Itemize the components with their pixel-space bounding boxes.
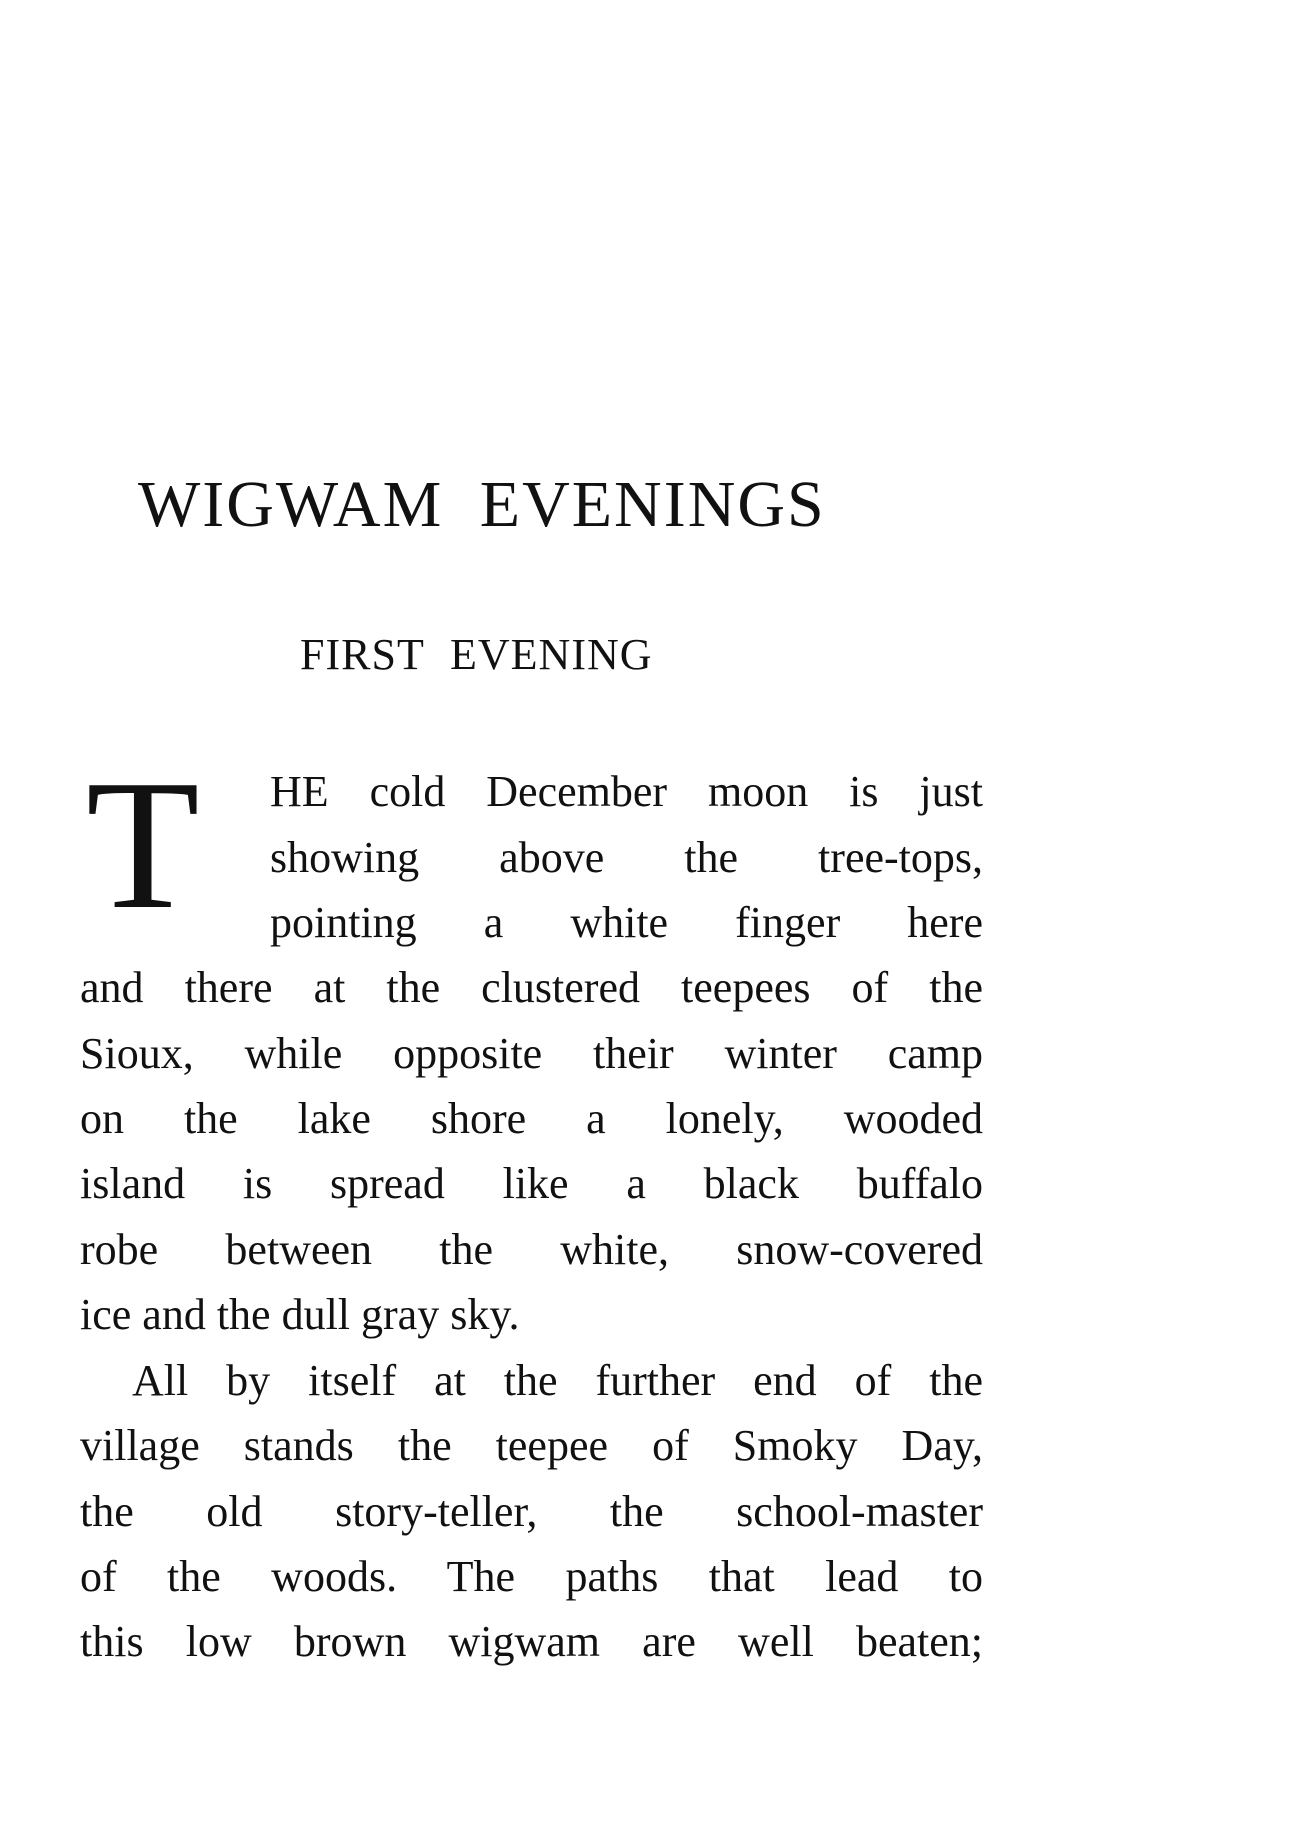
text-line: Sioux, while opposite their winter camp: [80, 1029, 983, 1078]
text-line: HE cold December moon is just: [270, 767, 983, 816]
drop-cap: T: [86, 742, 200, 948]
text-line: pointing a white finger here: [270, 898, 983, 947]
text-line: showing above the tree-tops,: [270, 833, 983, 882]
text-line: village stands the teepee of Smoky Day,: [80, 1421, 983, 1470]
text-line: island is spread like a black buffalo: [80, 1159, 983, 1208]
text-line: the old story-teller, the school-master: [80, 1487, 983, 1536]
chapter-title: FIRST EVENING: [300, 630, 653, 679]
book-title: WIGWAM EVENINGS: [138, 468, 826, 541]
text-line: robe between the white, snow-covered: [80, 1225, 983, 1274]
text-line: and there at the clustered teepees of the: [80, 963, 983, 1012]
text-line: All by itself at the further end of the: [132, 1356, 983, 1405]
text-line: of the woods. The paths that lead to: [80, 1552, 983, 1601]
text-line: this low brown wigwam are well beaten;: [80, 1617, 983, 1666]
text-line: ice and the dull gray sky.: [80, 1290, 520, 1339]
text-line: on the lake shore a lonely, wooded: [80, 1094, 983, 1143]
